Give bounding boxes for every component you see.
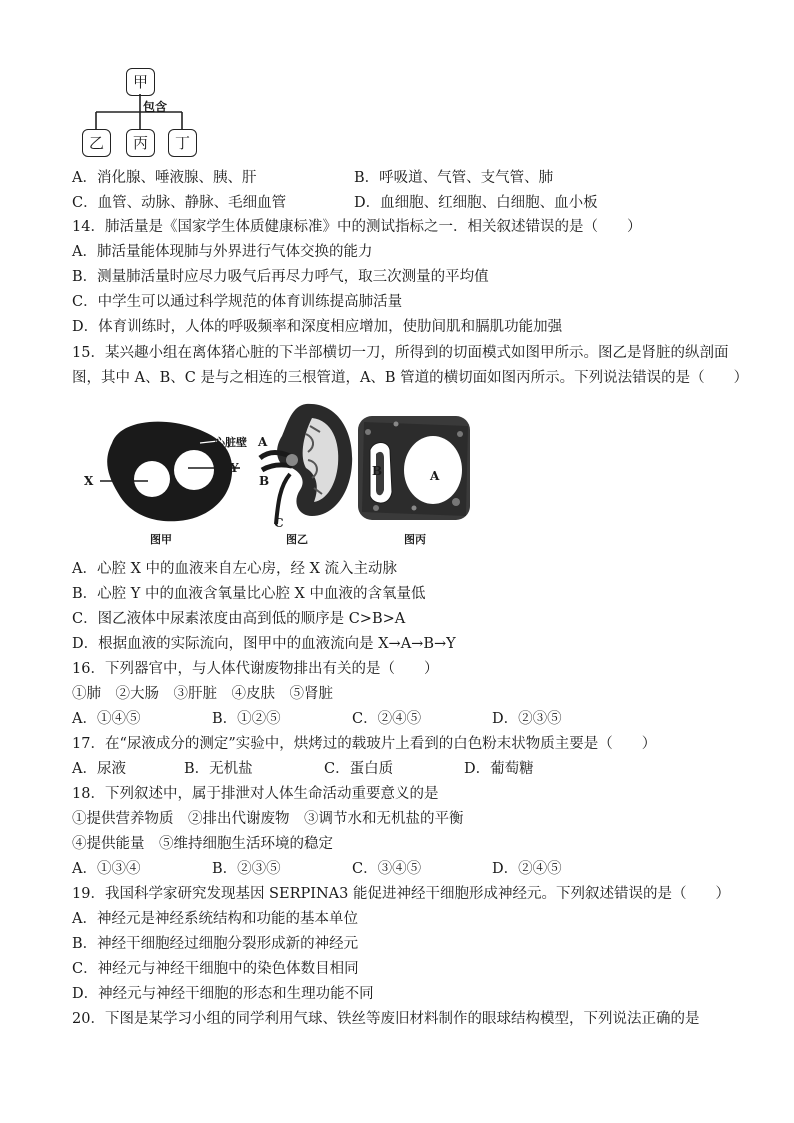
fig-bing-label-a: A <box>430 469 440 483</box>
fig-yi-label-a: A <box>258 435 268 449</box>
q17-option-a: A．尿液 <box>72 761 126 777</box>
q16-option-d: D．②③⑤ <box>492 711 562 727</box>
q14-option-a: A．肺活量能体现肺与外界进行气体交换的能力 <box>72 244 373 260</box>
diagram-box-yi: 乙 <box>82 129 111 157</box>
q18-items-line2: ④提供能量 ⑤维持细胞生活环境的稳定 <box>72 836 333 852</box>
fig-bing-caption: 图丙 <box>404 533 426 546</box>
fig-yi-kidney-section <box>256 398 366 528</box>
q18-option-a: A．①③④ <box>72 861 141 877</box>
fig-jia-caption: 图甲 <box>150 533 172 546</box>
fig-jia-heart-section <box>100 415 240 530</box>
q17-option-b: B．无机盐 <box>184 761 253 777</box>
q18-items-line1: ①提供营养物质 ②排出代谢废物 ③调节水和无机盐的平衡 <box>72 811 464 827</box>
q13-option-a: A．消化腺、唾液腺、胰、肝 <box>72 170 257 186</box>
diagram-box-jia: 甲 <box>126 68 155 96</box>
q15-option-a: A．心腔 X 中的血液来自左心房，经 X 流入主动脉 <box>72 561 398 577</box>
q13-option-d: D．血细胞、红细胞、白细胞、血小板 <box>354 195 598 211</box>
q20-stem: 20．下图是某学习小组的同学利用气球、铁丝等废旧材料制作的眼球结构模型，下列说法正确的是 <box>72 1011 700 1027</box>
q19-option-b: B．神经干细胞经过细胞分裂形成新的神经元 <box>72 936 359 952</box>
q13-option-c: C．血管、动脉、静脉、毛细血管 <box>72 195 287 211</box>
q19-option-c: C．神经元与神经干细胞中的染色体数目相同 <box>72 961 359 977</box>
q15-option-d: D．根据血液的实际流向，图甲中的血液流向是 X→A→B→Y <box>72 636 456 652</box>
fig-bing-label-b: B <box>372 464 383 478</box>
q15-option-c: C．图乙液体中尿素浓度由高到低的顺序是 C>B>A <box>72 611 406 627</box>
fig-jia-label-x: X <box>84 474 94 488</box>
q17-option-c: C．蛋白质 <box>324 761 394 777</box>
q14-option-c: C．中学生可以通过科学规范的体育训练提高肺活量 <box>72 294 403 310</box>
q17-option-d: D．葡萄糖 <box>464 761 534 777</box>
fig-jia-label-wall: 心脏壁 <box>214 436 247 449</box>
q15-stem-line2: 图，其中 A、B、C 是与之相连的三根管道，A、B 管道的横切面如图丙所示。下列说法错误的是（ ） <box>72 370 749 386</box>
fig-jia-label-y: Y <box>230 461 239 475</box>
q18-stem: 18．下列叙述中，属于排泄对人体生命活动重要意义的是 <box>72 786 439 802</box>
fig-yi-label-b: B <box>259 474 270 488</box>
q16-option-a: A．①④⑤ <box>72 711 141 727</box>
q14-stem: 14．肺活量是《国家学生体质健康标准》中的测试指标之一．相关叙述错误的是（ ） <box>72 219 642 235</box>
diagram-box-ding: 丁 <box>168 129 197 157</box>
q14-option-d: D．体育训练时，人体的呼吸频率和深度相应增加，使肋间肌和膈肌功能加强 <box>72 319 563 335</box>
q14-option-b: B．测量肺活量时应尽力吸气后再尽力呼气，取三次测量的平均值 <box>72 269 489 285</box>
q18-option-b: B．②③⑤ <box>212 861 281 877</box>
q19-option-a: A．神经元是神经系统结构和功能的基本单位 <box>72 911 358 927</box>
q19-stem: 19．我国科学家研究发现基因 SERPINA3 能促进神经干细胞形成神经元。下列叙述错误的是（ ） <box>72 886 730 902</box>
q16-option-b: B．①②⑤ <box>212 711 281 727</box>
q18-option-c: C．③④⑤ <box>352 861 422 877</box>
q16-stem: 16．下列器官中，与人体代谢废物排出有关的是（ ） <box>72 661 439 677</box>
fig-yi-caption: 图乙 <box>286 533 308 546</box>
q17-stem: 17．在“尿液成分的测定”实验中，烘烤过的载玻片上看到的白色粉末状物质主要是（ ） <box>72 736 657 752</box>
q15-option-b: B．心腔 Y 中的血液含氧量比心腔 X 中血液的含氧量低 <box>72 586 426 602</box>
diagram-box-bing: 丙 <box>126 129 155 157</box>
q15-stem-line1: 15．某兴趣小组在离体猪心脏的下半部横切一刀，所得到的切面模式如图甲所示。图乙是肾脏的纵剖面 <box>72 345 729 361</box>
diagram-relation-label: 包含 <box>143 100 168 114</box>
fig-yi-label-c: C <box>274 516 284 530</box>
q16-option-c: C．②④⑤ <box>352 711 422 727</box>
q16-items: ①肺 ②大肠 ③肝脏 ④皮肤 ⑤肾脏 <box>72 686 333 702</box>
q19-option-d: D．神经元与神经干细胞的形态和生理功能不同 <box>72 986 374 1002</box>
q18-option-d: D．②④⑤ <box>492 861 562 877</box>
q13-option-b: B．呼吸道、气管、支气管、肺 <box>354 170 554 186</box>
